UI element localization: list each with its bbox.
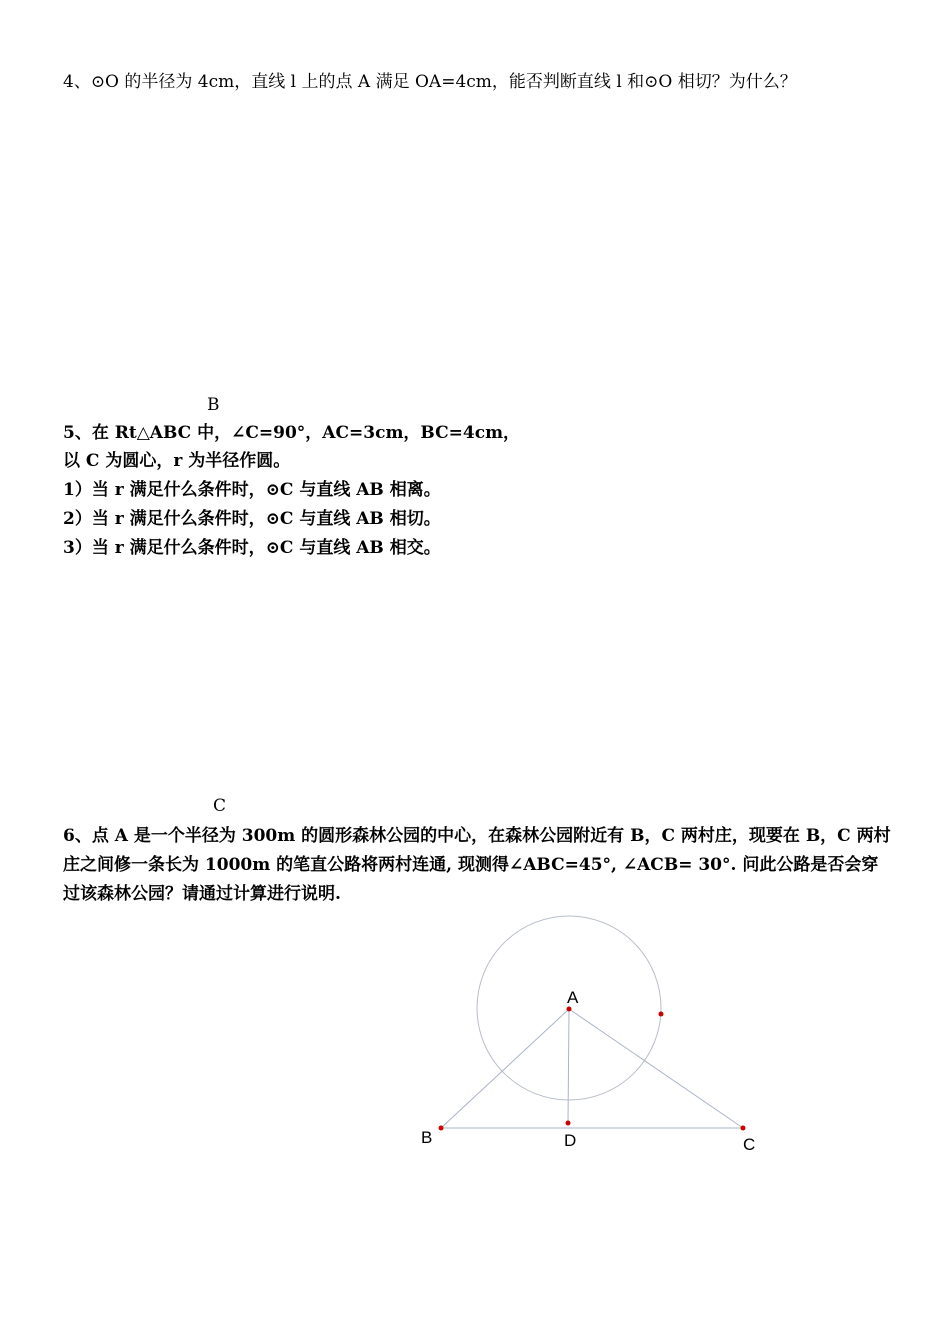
point-d-label: D — [564, 1131, 577, 1150]
q5-figure-label-b: B — [207, 395, 220, 415]
point-c-label: C — [743, 1135, 756, 1154]
point-b-label: B — [421, 1128, 433, 1147]
question-4-text: 4、⊙O 的半径为 4cm，直线 l 上的点 A 满足 OA=4cm，能否判断直线 l 和⊙O 相切？为什么？ — [63, 72, 797, 92]
question-5-line-1: 5、在 Rt△ABC 中，∠C=90°，AC=3cm，BC=4cm， — [63, 423, 521, 443]
segment-ac — [569, 1009, 743, 1128]
circle-edge-dot — [659, 1012, 664, 1017]
point-b-dot — [439, 1126, 444, 1131]
point-a-label: A — [567, 988, 579, 1007]
point-c-dot — [741, 1126, 746, 1131]
question-5-sub-2: 2）当 r 满足什么条件时，⊙C 与直线 AB 相切。 — [63, 509, 441, 529]
question-5-sub-1: 1）当 r 满足什么条件时，⊙C 与直线 AB 相离。 — [63, 480, 441, 500]
point-a-dot — [567, 1007, 572, 1012]
segment-ad — [568, 1009, 569, 1123]
point-d-dot — [566, 1121, 571, 1126]
question-5-sub-3: 3）当 r 满足什么条件时，⊙C 与直线 AB 相交。 — [63, 538, 441, 558]
q5-figure-label-c: C — [213, 796, 227, 816]
question-5-line-2: 以 C 为圆心，r 为半径作圆。 — [63, 451, 291, 471]
segment-ab — [441, 1009, 569, 1128]
question-6-text: 6、点 A 是一个半径为 300m 的圆形森林公园的中心，在森林公园附近有 B，C 两村庄，现要在 B，C 两村庄之间修一条长为 1000m 的笔直公路将两村连通, 现测得∠ABC=45°, ∠ACB= 30°. 问此公路是否会穿过该森林公园？请通过计算进行说明. — [63, 826, 891, 904]
